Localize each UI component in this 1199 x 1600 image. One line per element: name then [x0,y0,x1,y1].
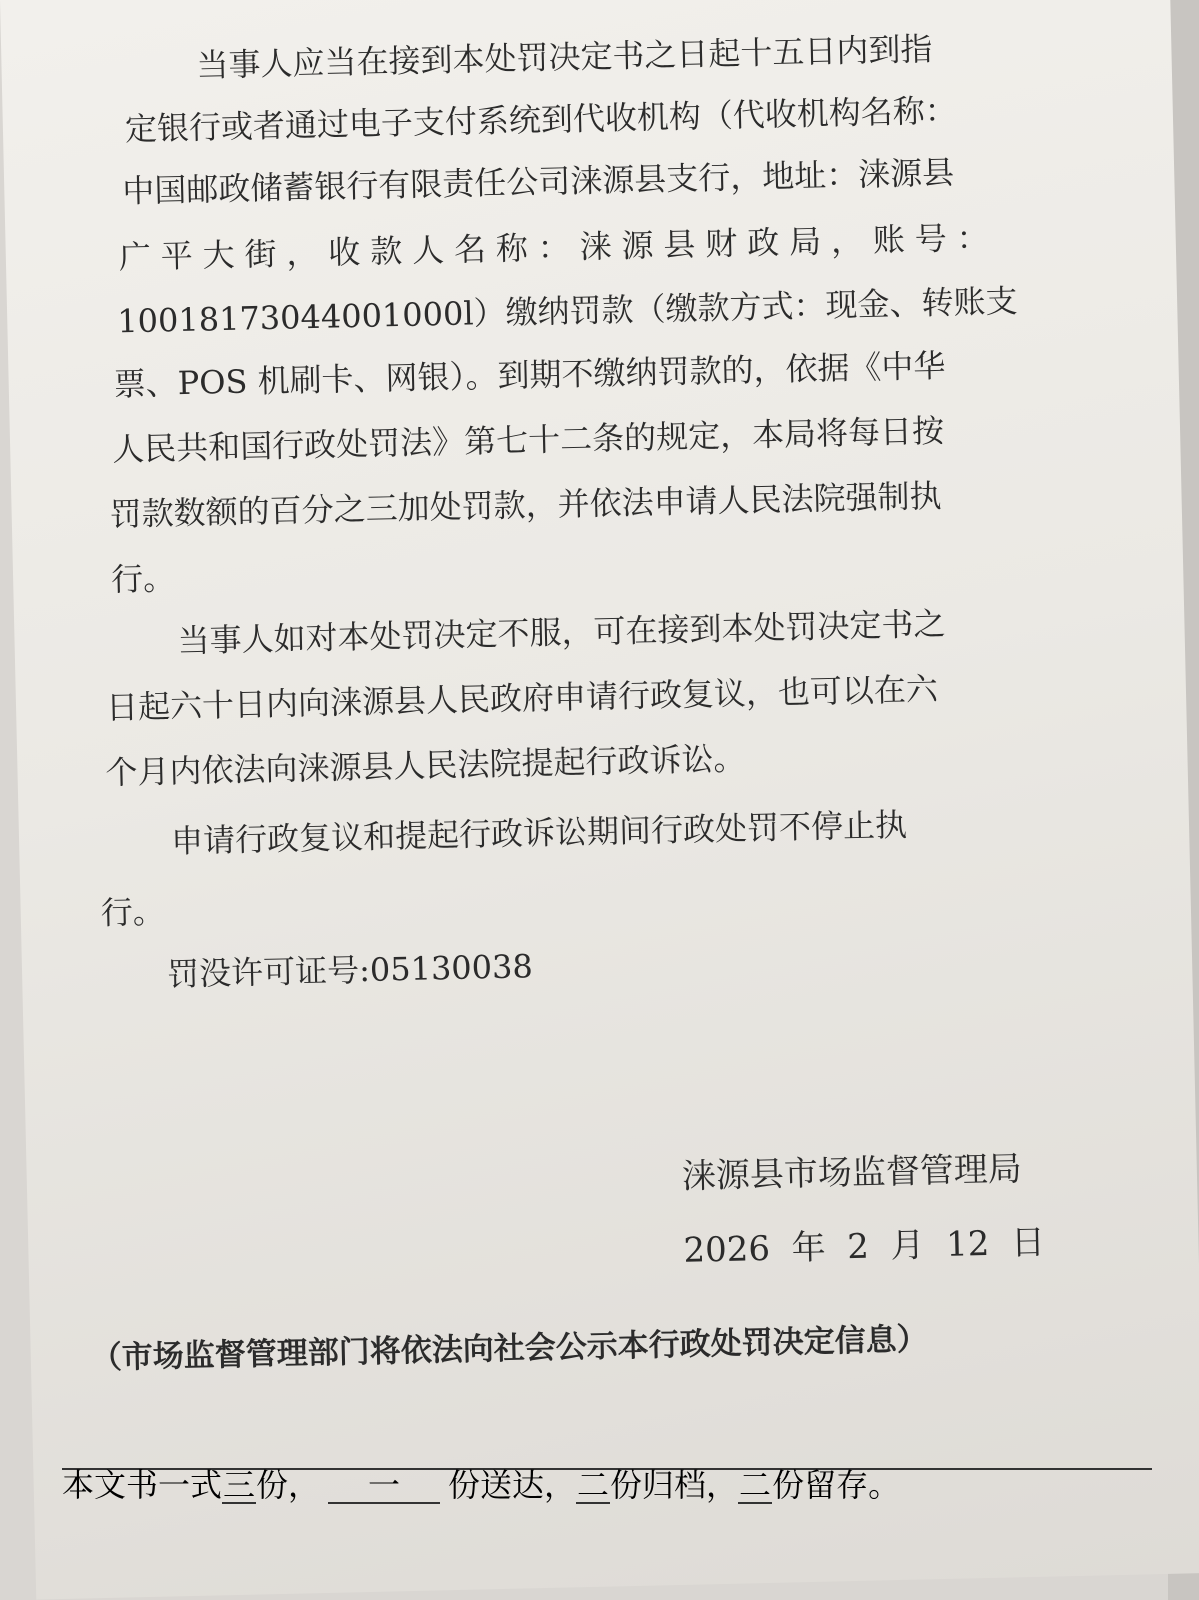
issuing-agency: 涞源县市场监督管理局 [681,1149,1023,1197]
p1-line-1: 当事人应当在接到本处罚决定书之日起十五日内到指 [196,29,933,85]
copies-kept: 二 [739,1466,772,1504]
license-number: 罚没许可证号:05130038 [166,947,534,994]
footer-text: 份， [256,1466,321,1504]
copies-archived: 二 [577,1466,610,1504]
p3-line-1: 申请行政复议和提起行政诉讼期间行政处罚不停止执 [170,805,908,861]
p1-line-9: 行。 [110,559,176,599]
p1-line-5: 10018173044001000l）缴纳罚款（缴款方式：现金、转账支 [116,281,1018,341]
p2-line-1: 当事人如对本处罚决定不服，可在接到本处罚决定书之 [177,604,946,661]
copies-total: 三 [223,1466,256,1504]
p1-line-3: 中国邮政储蓄银行有限责任公司涞源县支行，地址：涞源县 [121,153,955,211]
publicity-notice: （市场监督管理部门将依法向社会公示本行政处罚决定信息） [90,1321,929,1377]
p1-line-6: 票、POS 机刷卡、网银）。到期不缴纳罚款的，依据《中华 [113,346,946,404]
copies-served: 一 [328,1468,440,1504]
p1-line-7: 人民共和国行政处罚法》第七十二条的规定，本局将每日按 [111,411,945,469]
footer-text: 份留存。 [772,1466,901,1504]
issue-date: 2026 年 2 月 12 日 [683,1222,1046,1271]
footer-text: 份送达， [448,1466,577,1504]
footer-text: 本文书一式 [62,1466,223,1504]
p1-line-4: 广平大街，收款人名称：涞源县财政局，账号： [118,218,990,277]
footer-text: 份归档， [610,1466,739,1504]
p2-line-3: 个月内依法向涞源县人民法院提起行政诉讼。 [105,739,746,792]
p1-line-2: 定银行或者通过电子支付系统到代收机构（代收机构名称： [124,91,958,149]
p2-line-2: 日起六十日内向涞源县人民政府申请行政复议，也可以在六 [105,669,939,727]
p1-line-8: 罚款数额的百分之三加处罚款，并依法申请人民法院强制执 [109,476,942,534]
p3-line-2: 行。 [100,892,166,932]
copies-footer [62,1465,900,1505]
